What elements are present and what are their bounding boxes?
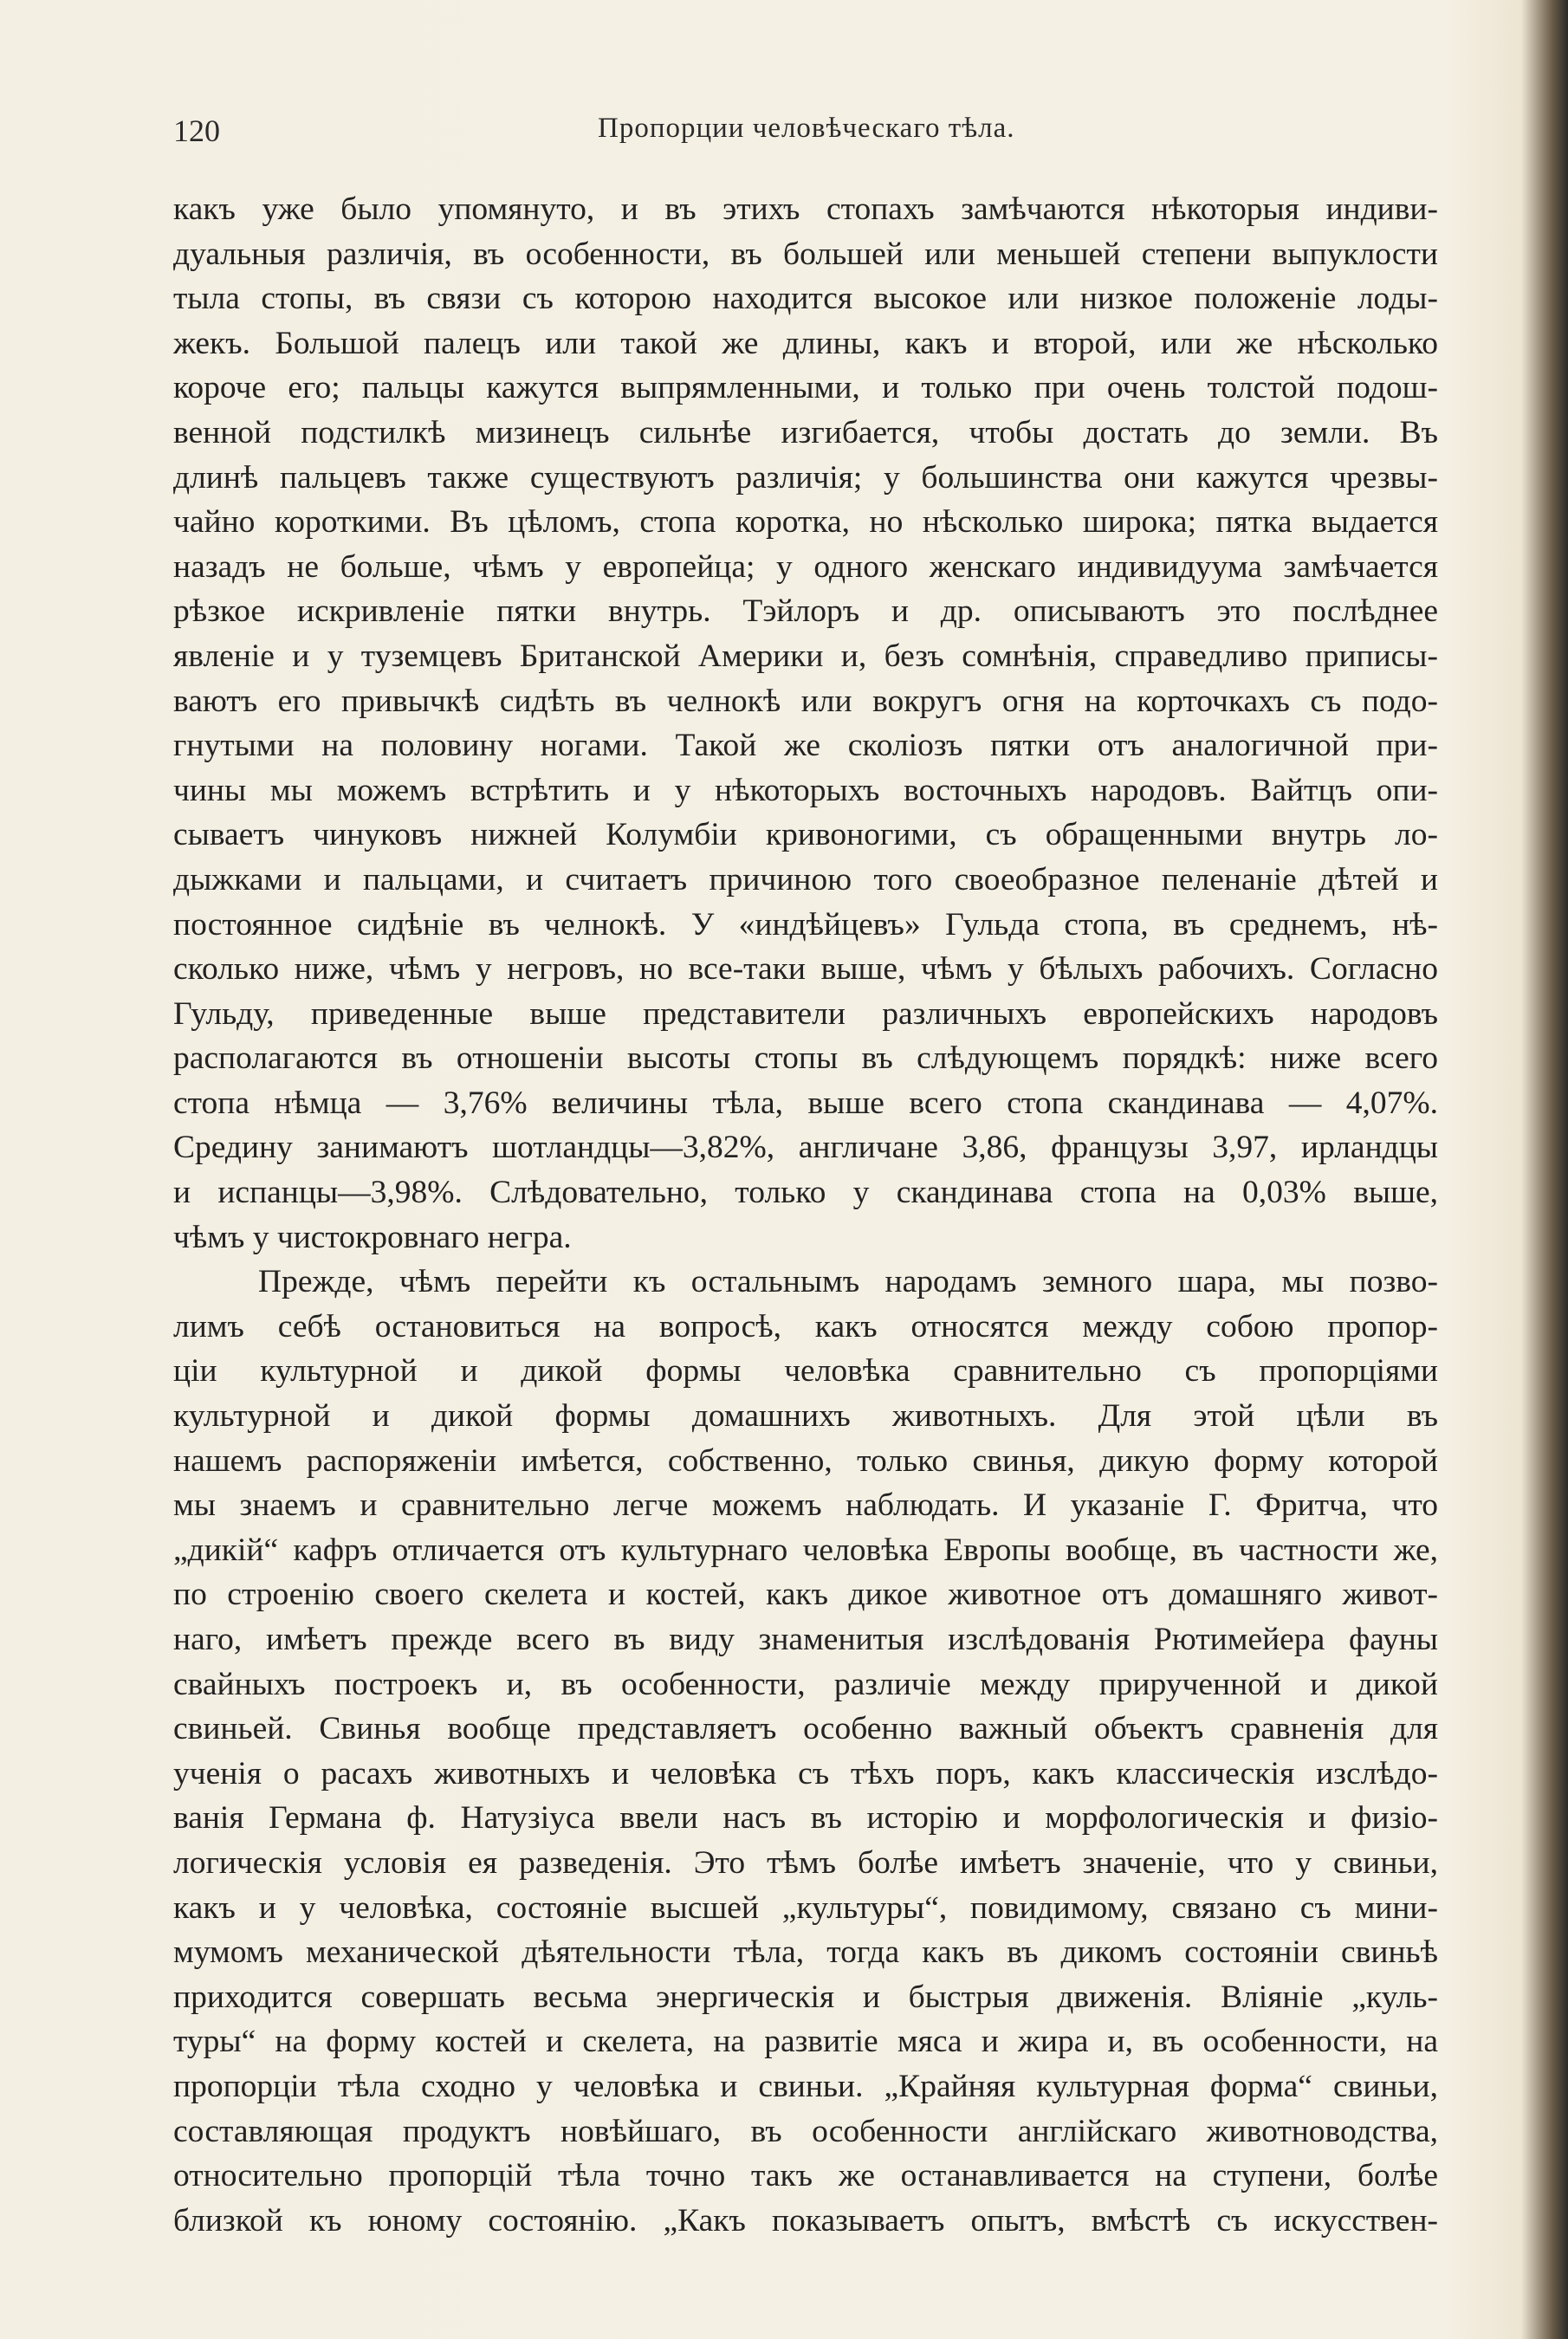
text-line: составляющая продуктъ новѣйшаго, въ особенности англійскаго животноводства,: [173, 2113, 1438, 2149]
text-line: стопа нѣмца — 3,76% величины тѣла, выше всего стопа скандинава — 4,07%.: [173, 1085, 1438, 1121]
text-line: чины мы можемъ встрѣтить и у нѣкоторыхъ восточныхъ народовъ. Вайтцъ опи-: [173, 772, 1438, 808]
text-line: венной подстилкѣ мизинецъ сильнѣе изгибается, чтобы достать до земли. Въ: [173, 414, 1438, 450]
text-line: ваютъ его привычкѣ сидѣть въ челнокѣ или вокругъ огня на корточкахъ съ подо-: [173, 683, 1438, 719]
text-line: длинѣ пальцевъ также существуютъ различія; у большинства они кажутся чрезвы-: [173, 459, 1438, 496]
text-line: нашемъ распоряженіи имѣется, собственно, только свинья, дикую форму которой: [173, 1442, 1438, 1479]
text-line: по строенію своего скелета и костей, какъ дикое животное отъ домашняго живот-: [173, 1577, 1438, 1613]
text-line: чѣмъ у чистокровнаго негра.: [173, 1219, 572, 1255]
text-line: жекъ. Большой палецъ или такой же длины, какъ и второй, или же нѣсколько: [173, 325, 1438, 361]
text-line: какъ уже было упомянуто, и въ этихъ стопахъ замѣчаются нѣкоторыя индиви-: [173, 191, 1438, 227]
text-line: приходится совершать весьма энергическія и быстрыя движенія. Вліяніе „куль-: [173, 1979, 1438, 2015]
body-text: [173, 187, 1438, 2243]
text-line: Прежде, чѣмъ перейти къ остальнымъ народамъ земного шара, мы позво-: [258, 1264, 1438, 1300]
text-line: наго, имѣетъ прежде всего въ виду знаменитыя изслѣдованія Рютимейера фауны: [173, 1622, 1438, 1657]
text-line: свиньей. Свинья вообще представляетъ особенно важный объектъ сравненія для: [173, 1711, 1438, 1747]
text-line: ванія Германа ф. Натузіуса ввели насъ въ исторію и морфологическія и физіо-: [173, 1800, 1438, 1837]
text-line: свайныхъ построекъ и, въ особенности, различіе между прирученной и дикой: [173, 1666, 1438, 1702]
text-line: и испанцы—3,98%. Слѣдовательно, только у скандинава стопа на 0,03% выше,: [173, 1175, 1438, 1211]
text-line: сываетъ чинуковъ нижней Колумбіи кривоногими, съ обращенными внутрь ло-: [173, 817, 1438, 853]
text-line: постоянное сидѣніе въ челнокѣ. У «индѣйцевъ» Гульда стопа, въ среднемъ, нѣ-: [173, 906, 1438, 943]
text-line: гнутыми на половину ногами. Такой же сколіозъ пятки отъ аналогичной при-: [173, 728, 1438, 764]
text-line: логическія условія ея разведенія. Это тѣмъ болѣе имѣетъ значеніе, что у свиньи,: [173, 1844, 1438, 1881]
text-line: близкой къ юному состоянію. „Какъ показываетъ опытъ, вмѣстѣ съ искусствен-: [173, 2202, 1438, 2239]
page-header: [173, 113, 1438, 165]
text-line: лимъ себѣ остановиться на вопросѣ, какъ относятся между собою пропор-: [173, 1308, 1438, 1344]
text-line: тыла стопы, въ связи съ которою находится высокое или низкое положеніе лоды-: [173, 281, 1438, 317]
text-line: сколько ниже, чѣмъ у негровъ, но все-таки выше, чѣмъ у бѣлыхъ рабочихъ. Согласно: [173, 951, 1438, 988]
text-line: Гульду, приведенные выше представители различныхъ европейскихъ народовъ: [173, 995, 1438, 1032]
text-line: туры“ на форму костей и скелета, на развитіе мяса и жира и, въ особенности, на: [173, 2024, 1438, 2060]
text-line: располагаются въ отношеніи высоты стопы въ слѣдующемъ порядкѣ: ниже всего: [173, 1040, 1438, 1077]
text-line: ученія о расахъ животныхъ и человѣка съ тѣхъ поръ, какъ классическія изслѣдо-: [173, 1755, 1438, 1792]
text-line: пропорціи тѣла сходно у человѣка и свиньи. „Крайняя культурная форма“ свиньи,: [173, 2068, 1438, 2104]
text-line: назадъ не больше, чѣмъ у европейца; у одного женскаго индивидуума замѣчается: [173, 548, 1438, 585]
text-line: ціи культурной и дикой формы человѣка сравнительно съ пропорціями: [173, 1353, 1438, 1390]
text-line: дуальныя различія, въ особенности, въ большей или меньшей степени выпуклости: [173, 236, 1438, 272]
text-line: „дикій“ кафръ отличается отъ культурнаго человѣка Европы вообще, въ частности же,: [173, 1532, 1438, 1568]
text-line: короче его; пальцы кажутся выпрямленными, и только при очень толстой подош-: [173, 370, 1438, 406]
text-line: рѣзкое искривленіе пятки внутрь. Тэйлоръ и др. описываютъ это послѣднее: [173, 593, 1438, 630]
text-line: чайно короткими. Въ цѣломъ, стопа коротка, но нѣсколько широка; пятка выдается: [173, 504, 1438, 541]
text-line: явленіе и у туземцевъ Британской Америки и, безъ сомнѣнія, справедливо приписы-: [173, 638, 1438, 674]
page-number: 120: [173, 113, 220, 148]
text-line: дыжками и пальцами, и считаетъ причиною того своеобразное пеленаніе дѣтей и: [173, 861, 1438, 897]
text-line: относительно пропорцій тѣла точно такъ же останавливается на ступени, болѣе: [173, 2158, 1438, 2194]
text-line: какъ и у человѣка, состояніе высшей „культуры“, повидимому, связано съ мини-: [173, 1889, 1438, 1926]
running-title: Пропорции человѣческаго тѣла.: [598, 113, 1015, 144]
text-line: культурной и дикой формы домашнихъ животныхъ. Для этой цѣли въ: [173, 1398, 1438, 1435]
text-line: мы знаемъ и сравнительно легче можемъ наблюдать. И указаніе Г. Фритча, что: [173, 1487, 1438, 1524]
text-line: мумомъ механической дѣятельности тѣла, тогда какъ въ дикомъ состояніи свиньѣ: [173, 1934, 1438, 1971]
text-line: Средину занимаютъ шотландцы—3,82%, англичане 3,86, французы 3,97, ирландцы: [173, 1130, 1438, 1166]
